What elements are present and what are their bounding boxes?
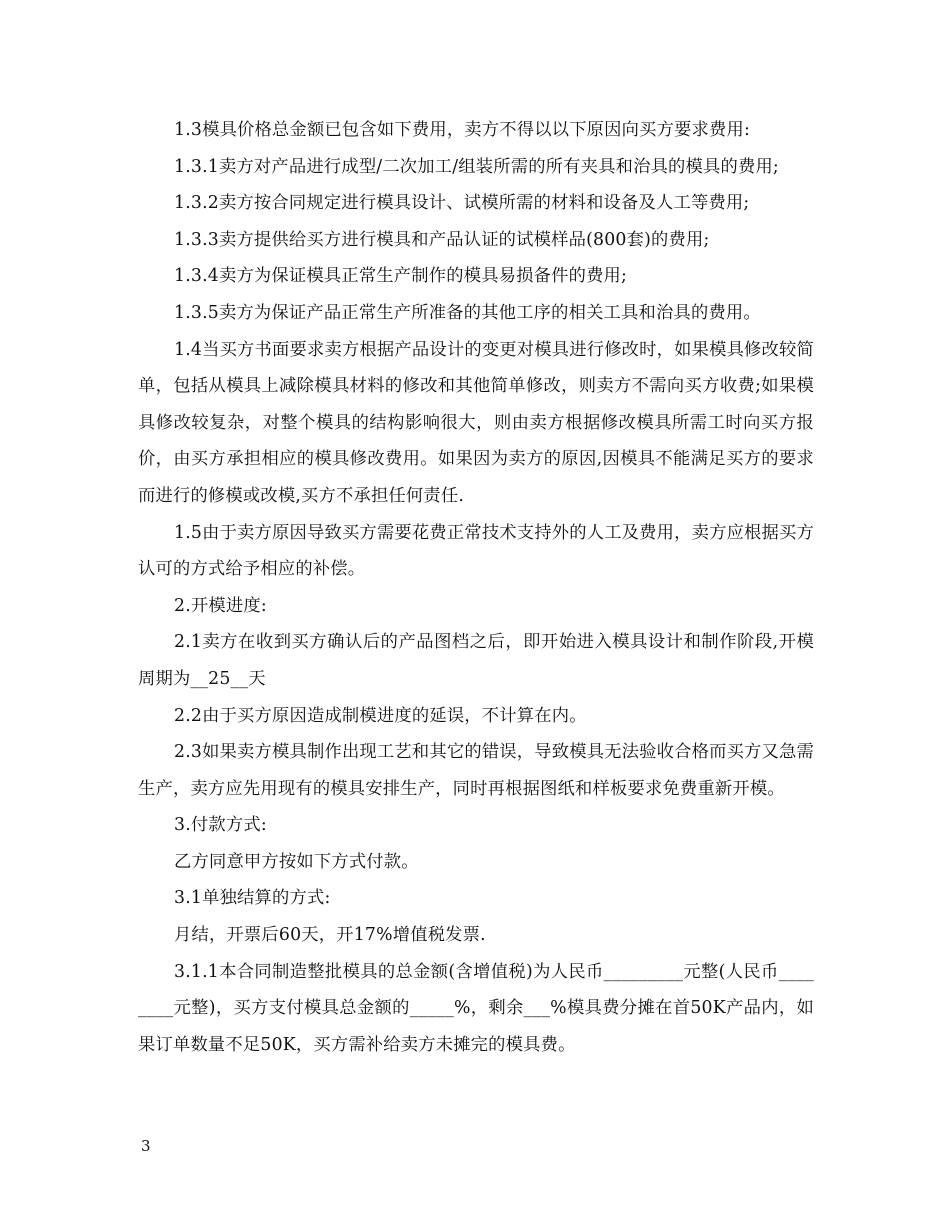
paragraph-3-1-1: 3.1.1本合同制造整批模具的总金额(含增值税)为人民币_________元整(人民币________元整)，买方支付模具总金额的_____%，剩余___%模具费分摊在首50K产品内，如果订单数量不足50K，买方需补给卖方未摊完的模具费。 — [138, 961, 814, 1055]
paragraph-2-2: 2.2由于买方原因造成制模进度的延误，不计算在内。 — [174, 705, 587, 726]
paragraph-2-3: 2.3如果卖方模具制作出现工艺和其它的错误，导致模具无法验收合格而买方又急需生产，卖方应先用现有的模具安排生产，同时再根据图纸和样板要求免费重新开模。 — [138, 742, 814, 799]
paragraph-monthly-settlement: 月结，开票后60天，开17%增值税发票. — [174, 925, 486, 946]
heading-2-mold-schedule: 2.开模进度: — [174, 595, 267, 616]
paragraph-1-3-4: 1.3.4卖方为保证模具正常生产制作的模具易损备件的费用; — [174, 266, 628, 287]
paragraph-1-3-2: 1.3.2卖方按合同规定进行模具设计、试模所需的材料和设备及人工等费用; — [174, 193, 750, 214]
heading-3-payment: 3.付款方式: — [174, 815, 267, 836]
document-body — [138, 112, 814, 1063]
paragraph-1-3-3: 1.3.3卖方提供给买方进行模具和产品认证的试模样品(800套)的费用; — [174, 229, 710, 250]
paragraph-1-5: 1.5由于卖方原因导致买方需要花费正常技术支持外的人工及费用，卖方应根据买方认可的方式给予相应的补偿。 — [138, 522, 814, 580]
paragraph-3-1: 3.1单独结算的方式: — [174, 888, 331, 909]
paragraph-2-1: 2.1卖方在收到买方确认后的产品图档之后，即开始进入模具设计和制作阶段,开模周期为__25__天 — [138, 632, 814, 689]
paragraph-1-3: 1.3模具价格总金额已包含如下费用，卖方不得以以下原因向买方要求费用: — [174, 120, 751, 140]
paragraph-1-4: 1.4当买方书面要求卖方根据产品设计的变更对模具进行修改时，如果模具修改较简单，包括从模具上减除模具材料的修改和其他简单修改，则卖方不需向买方收费;如果模具修改较复杂，对整个模具的结构影响很大，则由卖方根据修改模具所需工时向买方报价，由买方承担相应的模具修改费用。如果因为卖方的原因,因模具不能满足买方的要求而进行的修模或改模,买方不承担任何责任. — [138, 339, 814, 506]
paragraph-1-3-5: 1.3.5卖方为保证产品正常生产所准备的其他工序的相关工具和治具的费用。 — [174, 302, 761, 323]
page-number: 3 — [141, 1137, 151, 1155]
paragraph-payment-agreement: 乙方同意甲方按如下方式付款。 — [174, 851, 419, 872]
paragraph-1-3-1: 1.3.1卖方对产品进行成型/二次加工/组装所需的所有夹具和治具的模具的费用; — [174, 156, 779, 177]
